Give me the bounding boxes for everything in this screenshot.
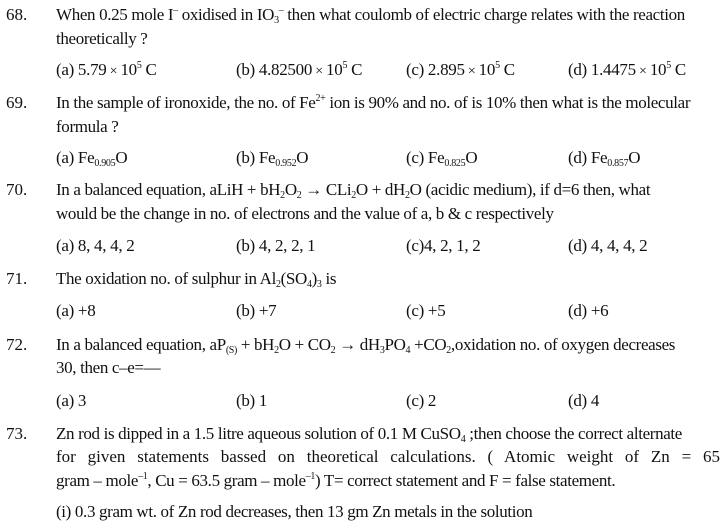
question-text-line-2: would be the change in no. of electrons and the value of a, b & c respectively [56, 204, 554, 223]
option-d[interactable]: (d) 4 [568, 391, 600, 410]
option-a[interactable]: (a) +8 [56, 301, 96, 320]
option-d[interactable]: (d) $1.4475 \times 10^5$ C [568, 60, 686, 79]
option-b[interactable]: (b) +7 [236, 301, 277, 320]
option-b[interactable]: (b) 1 [236, 391, 268, 410]
option-a[interactable]: (a) $5.79 \times 10^5$ C [56, 60, 157, 79]
option-a[interactable]: (a) $Fe_{0.905}O$ [56, 148, 128, 169]
question-text-line-1: In a balanced equation, $aP_{(S)} + bH_2O + CO_2 \to dH_3PO_4$ $+CO_2,oxidation$ no. of oxygen decreases [56, 335, 676, 356]
question-text-line-2: theoretically ? [56, 29, 148, 48]
question-number: 70. [6, 180, 28, 199]
question-text-line-1: In a balanced equation, aLiH + $bH_2O_2 \to CLi_2O + dH_2O$ (acidic medium), if d=6 then, what [56, 180, 651, 201]
question-text-line-2: formula ? [56, 117, 119, 136]
statement-i: (i) 0.3 gram wt. of Zn rod decreases, then 13 gm Zn metals in the solution [56, 502, 533, 521]
option-a[interactable]: (a) 3 [56, 391, 87, 410]
question-text-line-3: gram – mole$^{-1}$, Cu = 63.5 gram – mole$^{-1}$) T= correct statement and F = false statement. [56, 471, 616, 490]
question-text-line-2: 30, then c–e=— [56, 358, 161, 377]
option-c[interactable]: (c) $Fe_{0.825}O$ [406, 148, 478, 169]
question-text-line-1: Zn rod is dipped in a 1.5 litre aqueous solution of 0.1 M CuSO$_4$ ;then choose the correct alternate [56, 424, 683, 445]
option-b[interactable]: (b) $Fe_{0.952}O$ [236, 148, 309, 169]
option-b[interactable]: (b) $4.82500 \times 10^5$ C [236, 60, 363, 79]
option-d[interactable]: (d) +6 [568, 301, 609, 320]
option-b[interactable]: (b) 4, 2, 2, 1 [236, 236, 316, 255]
option-a[interactable]: (a) 8, 4, 4, 2 [56, 236, 135, 255]
option-c[interactable]: (c) $2.895 \times 10^5$ C [406, 60, 515, 79]
option-d[interactable]: (d) 4, 4, 4, 2 [568, 236, 648, 255]
question-text-line-1: The oxidation no. of sulphur in $Al_2(SO_4)_3$ is [56, 269, 337, 290]
question-number: 72. [6, 335, 28, 354]
question-number: 71. [6, 269, 28, 288]
option-c[interactable]: (c) +5 [406, 301, 446, 320]
question-text-line-1: When 0.25 mole I– oxidised in $IO_3^-$ then what coulomb of electric charge relates with the reaction [56, 5, 685, 26]
question-number: 73. [6, 424, 28, 443]
question-number: 68. [6, 5, 28, 24]
option-c[interactable]: (c) 2 [406, 391, 437, 410]
question-text-line-1: In the sample of ironoxide, the no. of $Fe^{2+}$ ion is 90% and no. of is 10% then what is the molecular [56, 93, 691, 112]
question-text-line-2: for given statements bassed on theoretical calculations. ( Atomic weight of Zn = 65 [56, 447, 720, 466]
option-c[interactable]: (c)4, 2, 1, 2 [406, 236, 481, 255]
option-d[interactable]: (d) $Fe_{0.857}O$ [568, 148, 641, 169]
question-number: 69. [6, 93, 28, 112]
